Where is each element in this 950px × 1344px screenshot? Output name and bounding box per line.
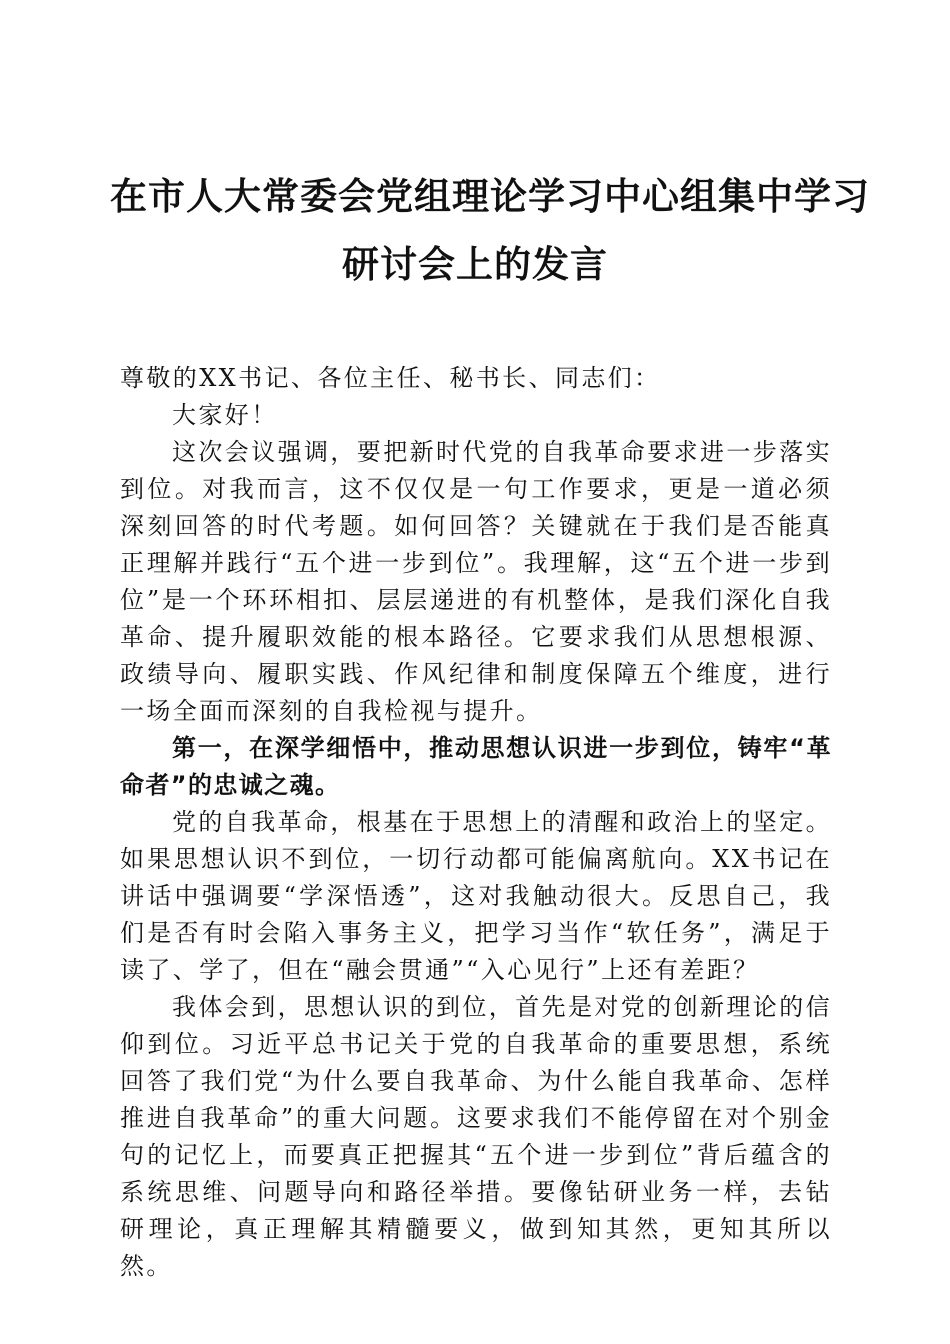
document-body xyxy=(120,360,832,1285)
salutation: 尊敬的XX书记、各位主任、秘书长、同志们： xyxy=(120,364,661,392)
paragraph-section1-b: 我体会到，思想认识的到位，首先是对党的创新理论的信仰到位。习近平总书记关于党的自我革命的重要思想，系统回答了我们党“为什么要自我革命、为什么能自我革命、怎样推进自我革命”的重大问题。这要求我们不能停留在对个别金句的记忆上，而要真正把握其“五个进一步到位”背后蕴含的系统思维、问题导向和路径举措。要像钻研业务一样，去钻研理论，真正理解其精髓要义，做到知其然，更知其所以然。 xyxy=(120,993,832,1280)
document-title-line-1: 在市人大常委会党组理论学习中心组集中学习 xyxy=(110,174,870,218)
section-heading-1: 第一，在深学细悟中，推动思想认识进一步到位，铸牢“革命者”的忠诚之魂。 xyxy=(120,734,832,799)
paragraph-intro: 这次会议强调，要把新时代党的自我革命要求进一步落实到位。对我而言，这不仅仅是一句工作要求，更是一道必须深刻回答的时代考题。如何回答？关键就在于我们是否能真正理解并践行“五个进一步到位”。我理解，这“五个进一步到位”是一个环环相扣、层层递进的有机整体，是我们深化自我革命、提升履职效能的根本路径。它要求我们从思想根源、政绩导向、履职实践、作风纪律和制度保障五个维度，进行一场全面而深刻的自我检视与提升。 xyxy=(120,438,832,725)
paragraph-section1-a: 党的自我革命，根基在于思想上的清醒和政治上的坚定。如果思想认识不到位，一切行动都可能偏离航向。XX书记在讲话中强调要“学深悟透”，这对我触动很大。反思自己，我们是否有时会陷入事务主义，把学习当作“软任务”，满足于读了、学了，但在“融会贯通”“入心见行”上还有差距？ xyxy=(120,808,832,984)
greeting: 大家好！ xyxy=(172,401,278,429)
document-title-line-2: 研讨会上的发言 xyxy=(342,242,608,286)
